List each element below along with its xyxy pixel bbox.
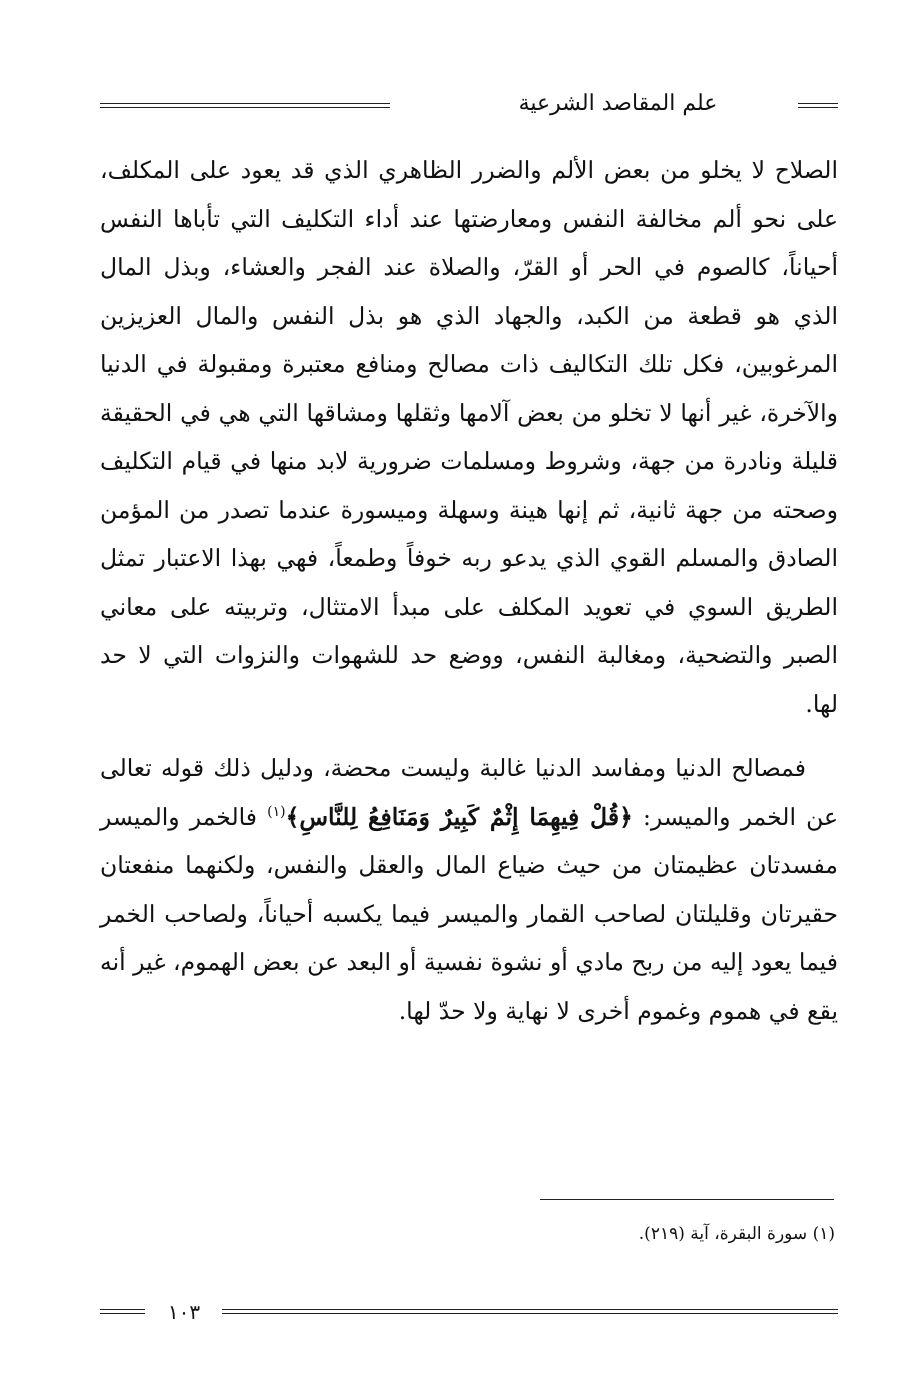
header-title: علم المقاصد الشرعية <box>518 91 718 116</box>
page-number: ١٠٣ <box>167 1300 201 1324</box>
page-footer <box>100 1300 838 1324</box>
quran-quote: ﴿قُلْ فِيهِمَا إِثْمٌ كَبِيرٌ وَمَنَافِعُ لِلنَّاسِ﴾ <box>285 802 633 831</box>
paragraph-2 <box>100 744 838 1035</box>
paragraph-1: الصلاح لا يخلو من بعض الألم والضرر الظاهري الذي قد يعود على المكلف، على نحو ألم مخالفة النفس ومعارضتها عند أداء التكليف التي تأباها النفس أحياناً، كالصوم في الحر أو القرّ، والصلاة عند الفجر والعشاء، وبذل المال الذي هو قطعة من الكبد، والجهاد الذي هو بذل النفس والمال العزيزين المرغوبين، فكل تلك التكاليف ذات مصالح ومنافع معتبرة ومقبولة في الدنيا والآخرة، غير أنها لا تخلو من بعض آلامها وثقلها ومشاقها التي هي في الحقيقة قليلة ونادرة من جهة، وشروط ومسلمات ضرورية لابد منها في قيام التكليف وصحته من جهة ثانية، ثم إنها هينة وسهلة وميسورة عندما تصدر من المؤمن الصادق والمسلم القوي الذي يدعو ربه خوفاً وطمعاً، فهي بهذا الاعتبار تمثل الطريق السوي في تعويد المكلف على مبدأ الامتثال، وتربيته على معاني الصبر والتضحية، ومغالبة النفس، ووضع حد للشهوات والنزوات التي لا حد لها. <box>100 156 838 718</box>
footer-rule-left <box>100 1309 145 1314</box>
footnote-separator <box>540 1199 834 1200</box>
footer-rule-right <box>222 1309 838 1314</box>
header-rule-right <box>798 103 838 108</box>
running-header <box>100 86 838 126</box>
header-rule-left <box>100 103 390 108</box>
page-body <box>100 146 838 1035</box>
footnote-marker: (١) <box>267 803 286 820</box>
paragraph-2-rest: فالخمر والميسر مفسدتان عظيمتان من حيث ضياع المال والعقل والنفس، ولكنهما منفعتان حقيرتان وقليلتان لصاحب القمار والميسر فيما يكسبه أحياناً، ولصاحب الخمر فيما يعود إليه من ربح مادي أو نشوة نفسية أو البعد عن بعض الهموم، غير أنه يقع في هموم وغموم أخرى لا نهاية ولا حدّ لها. <box>100 802 838 1025</box>
footnote: (١) سورة البقرة، آية (٢١٩). <box>638 1224 835 1244</box>
paragraph-2-lead: فمصالح الدنيا ومفاسد الدنيا غالبة وليست محضة، ودليل ذلك قوله تعالى عن الخمر والميسر: <box>100 754 838 831</box>
